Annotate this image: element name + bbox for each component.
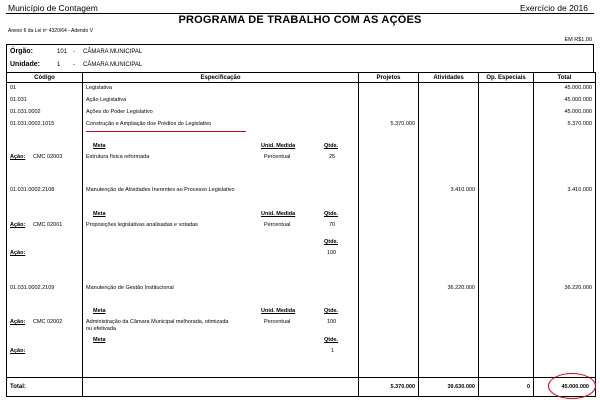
total-column: [534, 83, 595, 377]
projetos-column: [359, 83, 418, 377]
op-especiais-column: [479, 83, 533, 377]
col-header-atividades: Atividades: [419, 73, 479, 83]
row-total: 45.000.000: [564, 85, 592, 91]
table-body: [7, 83, 596, 378]
row-spec: Construção e Ampliação dos Prédios do Legislativo: [86, 121, 212, 127]
meta-description: Proposições legislativas analisadas e votadas: [86, 222, 198, 228]
red-circle-annotation: [548, 373, 596, 399]
unid-medida-label: Unid. Medida: [261, 211, 296, 217]
total-atividades: 39.630.000: [447, 384, 475, 390]
col-header-total: Total: [534, 73, 596, 83]
row-spec: Manutenção de Gestão Institucional: [86, 285, 174, 291]
action-label: Ação:: [10, 348, 26, 354]
row-projetos: 5.370.000: [390, 121, 415, 127]
row-code: 01.031.0002.2109: [10, 285, 55, 291]
qtde-label: Qtde.: [324, 143, 339, 149]
orgao-label: Órgão:: [10, 48, 33, 55]
especificacao-column: [83, 83, 358, 377]
unidade-separator: -: [73, 62, 75, 68]
meta-unit: Percentual: [264, 319, 291, 325]
page-title: PROGRAMA DE TRABALHO COM AS AÇÕES: [178, 14, 422, 26]
row-total: 45.000.000: [564, 97, 592, 103]
work-program-table: [6, 72, 596, 397]
meta-unit: Percentual: [264, 222, 291, 228]
currency-unit: EM R$1,00: [564, 37, 592, 43]
col-header-especificacao: Especificação: [83, 73, 359, 83]
row-atividades: 3.410.000: [450, 187, 475, 193]
action-code: CMC 02001: [33, 222, 63, 228]
row-spec: Manutenção de Atividades Inerentes ao Processo Legislativo: [86, 187, 235, 193]
municipality-name: Município de Contagem: [8, 3, 98, 13]
orgao-code: 101: [57, 49, 68, 55]
row-total: 45.000.000: [564, 109, 592, 115]
codigo-column: [7, 83, 82, 377]
meta-qty: 70: [329, 222, 336, 228]
row-total: 5.370.000: [567, 121, 592, 127]
row-atividades: 36.220.000: [447, 285, 475, 291]
unidade-name: CÂMARA MUNICIPAL: [83, 62, 143, 68]
action-label: Ação:: [10, 250, 26, 256]
row-total: 3.410.000: [567, 187, 592, 193]
col-header-op-especiais: Op. Especiais: [479, 73, 534, 83]
atividades-column: [419, 83, 478, 377]
total-row: [7, 378, 596, 397]
orgao-name: CÂMARA MUNICIPAL: [83, 49, 143, 55]
meta-label: Meta: [93, 143, 106, 149]
organization-box: [6, 44, 594, 74]
meta-description: Estrutura física reformada: [86, 154, 150, 160]
meta-qty: 100: [327, 319, 337, 325]
meta-label: Meta: [93, 308, 106, 314]
total-grand: 45.000.000: [561, 384, 589, 390]
meta-label: Meta: [93, 211, 106, 217]
row-code: 01.031: [10, 97, 27, 103]
row-total: 36.220.000: [564, 285, 592, 291]
row-spec: Legislativa: [86, 85, 112, 91]
col-header-projetos: Projetos: [359, 73, 419, 83]
meta-unit: Percentual: [264, 154, 291, 160]
total-projetos: 5.370.000: [390, 384, 415, 390]
qtde-label: Qtde.: [324, 337, 339, 343]
action-code: CMC 02003: [33, 154, 63, 160]
action-label: Ação:: [10, 222, 26, 228]
meta-description-line2: ou efetivada: [86, 326, 116, 332]
row-code: 01.031.0002.1015: [10, 121, 55, 127]
table-header-row: [7, 73, 596, 83]
annex-reference: Anexo 6 da Lei nº 4320/64 - Adendo V: [8, 28, 93, 34]
meta-qty: 25: [329, 154, 336, 160]
col-header-codigo: Código: [7, 73, 83, 83]
row-code: 01.031.0002.2108: [10, 187, 55, 193]
total-label: Total:: [10, 384, 26, 390]
unidade-label: Unidade:: [10, 61, 40, 68]
red-underline-annotation: [86, 131, 246, 132]
row-spec: Ação Legislativa: [86, 97, 127, 103]
qtde-label: Qtde.: [324, 239, 339, 245]
unidade-code: 1: [57, 62, 61, 68]
meta-label: Meta: [93, 337, 106, 343]
unid-medida-label: Unid. Medida: [261, 308, 296, 314]
unid-medida-label: Unid. Medida: [261, 143, 296, 149]
action-code: CMC 02002: [33, 319, 63, 325]
meta-qty: 100: [327, 250, 337, 256]
action-label: Ação:: [10, 319, 26, 325]
exercise-year: Exercício de 2016: [519, 3, 588, 13]
row-code: 01: [10, 85, 17, 91]
action-label: Ação:: [10, 154, 26, 160]
orgao-separator: -: [73, 49, 75, 55]
row-spec: Ações do Poder Legislativo: [86, 109, 153, 115]
meta-description: Administração da Câmara Municipal melhorada, otimizada: [86, 319, 229, 325]
meta-qty: 1: [331, 348, 335, 354]
total-op-especiais: 0: [526, 384, 530, 390]
qtde-label: Qtde.: [324, 308, 339, 314]
qtde-label: Qtde.: [324, 211, 339, 217]
row-code: 01.031.0002: [10, 109, 41, 115]
